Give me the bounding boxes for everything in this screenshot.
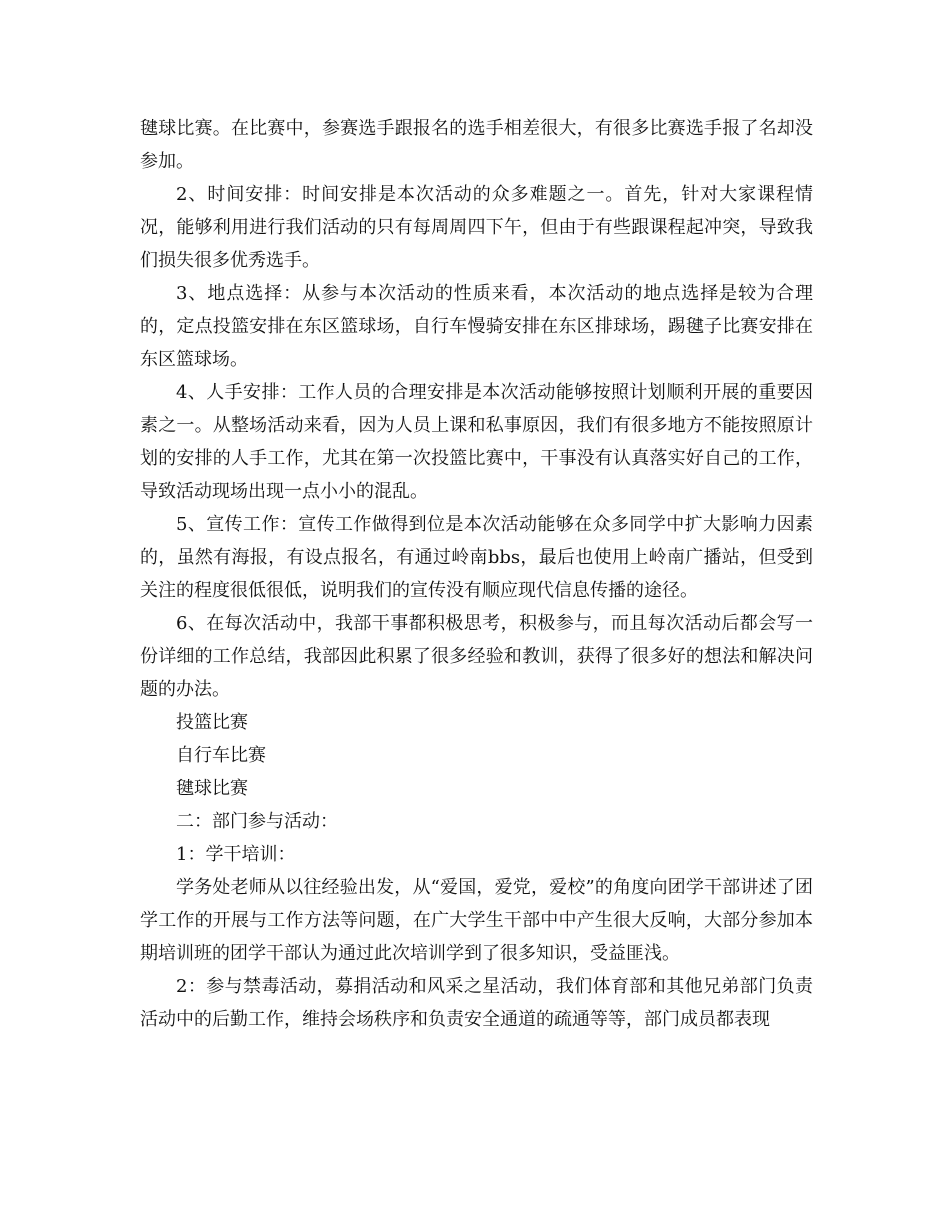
paragraph: 学务处老师从以往经验出发，从“爱国，爱党，爱校”的角度向团学干部讲述了团学工作的开展与工作方法等问题，在广大学生干部中中产生很大反响，大部分参加本期培训班的团学干部认为通过此次培训学到了很多知识，受益匪浅。 — [140, 877, 813, 964]
paragraph: 毽球比赛。在比赛中，参赛选手跟报名的选手相差很大，有很多比赛选手报了名却没参加。 — [140, 118, 813, 172]
document-body — [140, 112, 813, 1036]
list-item: 自行车比赛 — [176, 745, 266, 766]
paragraph: 5、宣传工作：宣传工作做得到位是本次活动能够在众多同学中扩大影响力因素的，虽然有海报，有设点报名，有通过岭南bbs，最后也使用上岭南广播站，但受到关注的程度很低很低，说明我们的宣传没有顺应现代信息传播的途径。 — [140, 514, 813, 601]
list-item: 投篮比赛 — [176, 712, 248, 733]
paragraph: 2、时间安排：时间安排是本次活动的众多难题之一。首先，针对大家课程情况，能够利用进行我们活动的只有每周周四下午，但由于有些跟课程起冲突，导致我们损失很多优秀选手。 — [140, 184, 813, 271]
subsection-heading: 1：学干培训： — [176, 844, 296, 865]
paragraph: 3、地点选择：从参与本次活动的性质来看，本次活动的地点选择是较为合理的，定点投篮安排在东区篮球场，自行车慢骑安排在东区排球场，踢毽子比赛安排在东区篮球场。 — [140, 283, 813, 370]
paragraph: 2：参与禁毒活动，募捐活动和风采之星活动，我们体育部和其他兄弟部门负责活动中的后勤工作，维持会场秩序和负责安全通道的疏通等等，部门成员都表现 — [140, 976, 813, 1030]
list-item: 毽球比赛 — [176, 778, 248, 799]
paragraph: 6、在每次活动中，我部干事都积极思考，积极参与，而且每次活动后都会写一份详细的工作总结，我部因此积累了很多经验和教训，获得了很多好的想法和解决问题的办法。 — [140, 613, 813, 700]
paragraph: 4、人手安排：工作人员的合理安排是本次活动能够按照计划顺利开展的重要因素之一。从整场活动来看，因为人员上课和私事原因，我们有很多地方不能按照原计划的安排的人手工作，尤其在第一次投篮比赛中，干事没有认真落实好自己的工作，导致活动现场出现一点小小的混乱。 — [140, 382, 813, 502]
section-heading: 二：部门参与活动： — [176, 811, 338, 832]
